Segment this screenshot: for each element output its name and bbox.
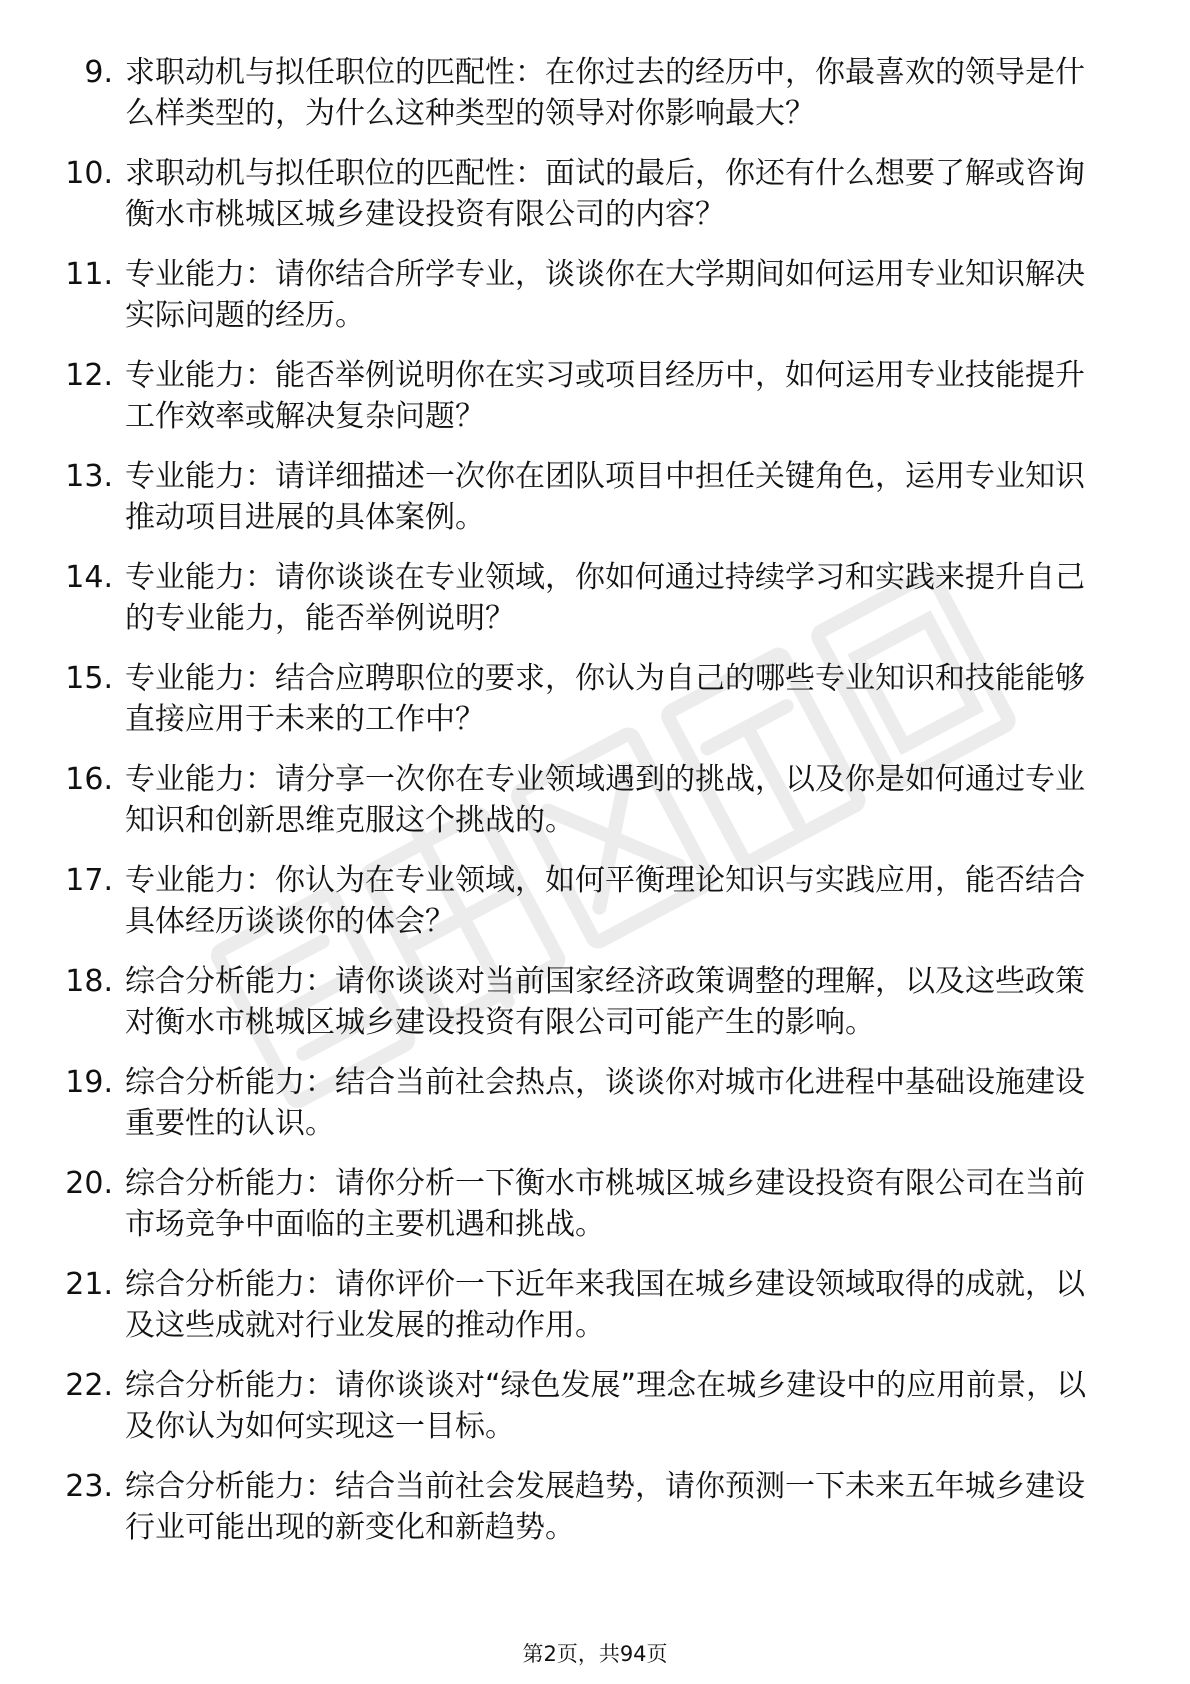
question-number: 13. bbox=[65, 459, 113, 494]
question-item bbox=[0, 153, 1190, 235]
question-text: 专业能力：你认为在专业领域，如何平衡理论知识与实践应用，能否结合具体经历谈谈你的体会？ bbox=[125, 863, 1085, 939]
question-item bbox=[0, 961, 1190, 1043]
question-text: 专业能力：结合应聘职位的要求，你认为自己的哪些专业知识和技能能够直接应用于未来的工作中？ bbox=[125, 661, 1085, 737]
question-number: 10. bbox=[65, 156, 113, 191]
question-number: 21. bbox=[65, 1267, 113, 1302]
question-item bbox=[0, 658, 1190, 740]
question-text: 综合分析能力：结合当前社会发展趋势，请你预测一下未来五年城乡建设行业可能出现的新变化和新趋势。 bbox=[125, 1469, 1085, 1545]
question-item bbox=[0, 254, 1190, 336]
question-item bbox=[0, 1062, 1190, 1144]
page-footer: 第2页，共94页 bbox=[522, 1642, 668, 1666]
question-text: 综合分析能力：请你分析一下衡水市桃城区城乡建设投资有限公司在当前市场竞争中面临的主要机遇和挑战。 bbox=[125, 1166, 1085, 1242]
question-item bbox=[0, 52, 1190, 134]
question-number: 17. bbox=[65, 863, 113, 898]
question-number: 23. bbox=[65, 1469, 113, 1504]
question-list bbox=[0, 52, 1190, 1567]
question-text: 求职动机与拟任职位的匹配性：在你过去的经历中，你最喜欢的领导是什么样类型的，为什么这种类型的领导对你影响最大？ bbox=[125, 55, 1085, 131]
question-text: 专业能力：能否举例说明你在实习或项目经历中，如何运用专业技能提升工作效率或解决复杂问题？ bbox=[125, 358, 1085, 434]
question-text: 综合分析能力：请你评价一下近年来我国在城乡建设领域取得的成就，以及这些成就对行业发展的推动作用。 bbox=[125, 1267, 1085, 1343]
question-item bbox=[0, 1365, 1190, 1447]
question-text: 专业能力：请你谈谈在专业领域，你如何通过持续学习和实践来提升自己的专业能力，能否举例说明？ bbox=[125, 560, 1085, 636]
question-item bbox=[0, 456, 1190, 538]
question-number: 12. bbox=[65, 358, 113, 393]
question-item bbox=[0, 759, 1190, 841]
question-number: 20. bbox=[65, 1166, 113, 1201]
question-number: 15. bbox=[65, 661, 113, 696]
question-number: 19. bbox=[65, 1065, 113, 1100]
question-number: 9. bbox=[84, 55, 113, 90]
question-text: 专业能力：请你结合所学专业，谈谈你在大学期间如何运用专业知识解决实际问题的经历。 bbox=[125, 257, 1085, 333]
question-text: 综合分析能力：结合当前社会热点，谈谈你对城市化进程中基础设施建设重要性的认识。 bbox=[125, 1065, 1085, 1141]
question-number: 14. bbox=[65, 560, 113, 595]
question-item bbox=[0, 860, 1190, 942]
question-number: 11. bbox=[65, 257, 113, 292]
question-text: 专业能力：请详细描述一次你在团队项目中担任关键角色，运用专业知识推动项目进展的具体案例。 bbox=[125, 459, 1085, 535]
question-number: 22. bbox=[65, 1368, 113, 1403]
question-item bbox=[0, 1264, 1190, 1346]
question-item bbox=[0, 1466, 1190, 1548]
question-text: 综合分析能力：请你谈谈对当前国家经济政策调整的理解，以及这些政策对衡水市桃城区城乡建设投资有限公司可能产生的影响。 bbox=[125, 964, 1085, 1040]
question-text: 综合分析能力：请你谈谈对“绿色发展”理念在城乡建设中的应用前景，以及你认为如何实现这一目标。 bbox=[125, 1368, 1087, 1444]
question-text: 专业能力：请分享一次你在专业领域遇到的挑战，以及你是如何通过专业知识和创新思维克服这个挑战的。 bbox=[125, 762, 1085, 838]
question-item bbox=[0, 355, 1190, 437]
question-item bbox=[0, 1163, 1190, 1245]
question-item bbox=[0, 557, 1190, 639]
question-number: 16. bbox=[65, 762, 113, 797]
question-number: 18. bbox=[65, 964, 113, 999]
question-text: 求职动机与拟任职位的匹配性：面试的最后，你还有什么想要了解或咨询衡水市桃城区城乡建设投资有限公司的内容？ bbox=[125, 156, 1085, 232]
